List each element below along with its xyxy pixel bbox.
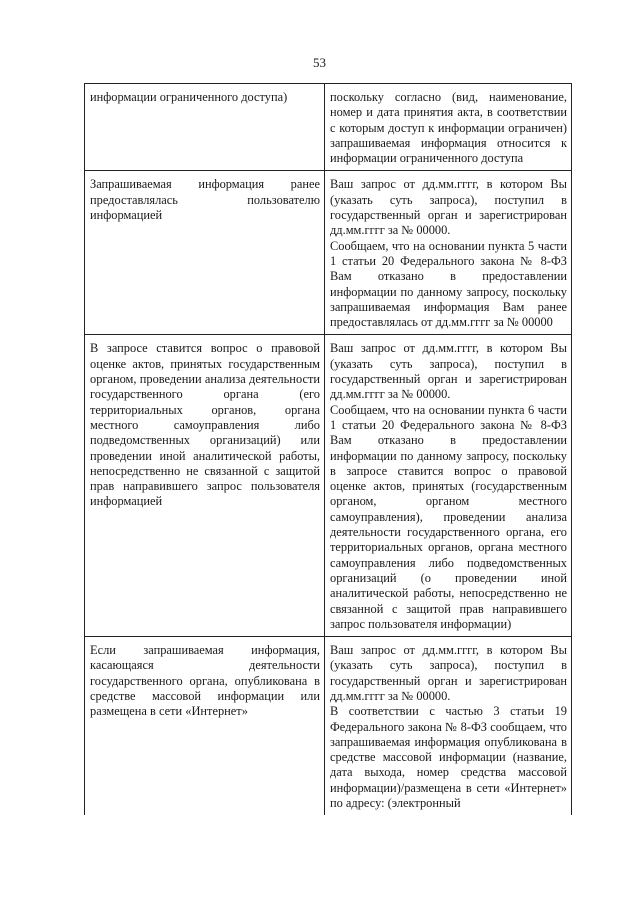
response-paragraph: поскольку согласно (вид, наименование, номер и дата принятия акта, в соответствии с которым доступ к информации ограничен) запрашиваемая информация относится к информации ограниченного доступа xyxy=(330,90,567,166)
page-number: 53 xyxy=(313,55,326,70)
table-cell-response xyxy=(325,637,572,816)
table-row xyxy=(85,171,572,335)
response-paragraph: Ваш запрос от дд.мм.гггг, в котором Вы (указать суть запроса), поступил в государственный орган и зарегистрирован дд.мм.гггг за № 00000. xyxy=(330,341,567,402)
table-row xyxy=(85,84,572,171)
response-paragraph: Ваш запрос от дд.мм.гггг, в котором Вы (указать суть запроса), поступил в государственный орган и зарегистрирован дд.мм.гггг за № 00000. xyxy=(330,177,567,238)
table-cell-condition: В запросе ставится вопрос о правовой оценке актов, принятых государственным органом, проведении анализа деятельности государственного органа (его территориальных органов, органа местного самоуправления либо подведомственных организаций) или проведении иной аналитической работы, непосредственно не связанной с защитой прав направившего запрос пользователя информацией xyxy=(85,335,325,637)
table-cell-response xyxy=(325,171,572,335)
response-paragraph: В соответствии с частью 3 статьи 19 Федерального закона № 8-ФЗ сообщаем, что запрашиваемая информация опубликована в средстве массовой информации (название, дата выхода, номер средства массовой информации)/размещена в сети «Интернет» по адресу: (электронный xyxy=(330,704,567,811)
table-row xyxy=(85,637,572,816)
table-cell-response xyxy=(325,335,572,637)
table-cell-condition: информации ограниченного доступа) xyxy=(85,84,325,171)
document-table xyxy=(84,83,572,815)
table-cell-response xyxy=(325,84,572,171)
table-cell-condition: Если запрашиваемая информация, касающаяся деятельности государственного органа, опубликована в средстве массовой информации или размещена в сети «Интернет» xyxy=(85,637,325,816)
table-cell-condition: Запрашиваемая информация ранее предоставлялась пользователю информацией xyxy=(85,171,325,335)
response-paragraph: Ваш запрос от дд.мм.гггг, в котором Вы (указать суть запроса), поступил в государственный орган и зарегистрирован дд.мм.гггг за № 00000. xyxy=(330,643,567,703)
response-paragraph: Сообщаем, что на основании пункта 5 части 1 статьи 20 Федерального закона № 8-ФЗ Вам отказано в предоставлении информации по данному запросу, поскольку запрашиваемая информация Вам ранее предоставлялась от дд.мм.гггг за № 00000 xyxy=(330,238,567,330)
table-row xyxy=(85,335,572,637)
response-paragraph: Сообщаем, что на основании пункта 6 части 1 статьи 20 Федерального закона № 8-ФЗ Вам отказано в предоставлении информации по данному запросу, поскольку в запросе ставится вопрос о правовой оценке актов, принятых (государственным органом, органом местного самоуправления), проведении анализа деятельности государственного органа, его территориальных органов, органа местного самоуправления либо подведомственных организаций (о проведении иной аналитической работы, непосредственно не связанной с защитой прав направившего запрос пользователя информации) xyxy=(330,402,567,631)
